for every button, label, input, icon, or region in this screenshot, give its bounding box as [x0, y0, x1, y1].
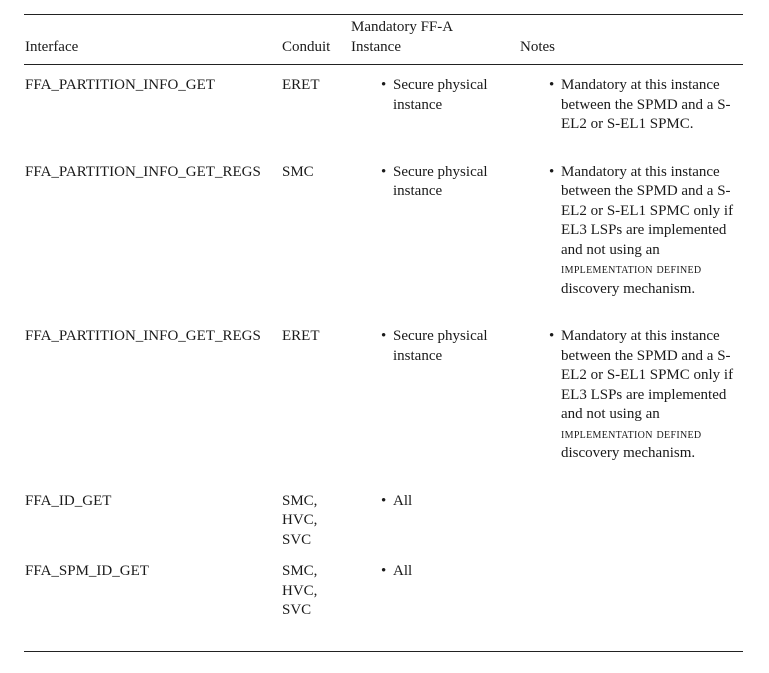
bullet-icon: • — [381, 163, 387, 180]
table-row — [24, 299, 743, 464]
interface-cell: FFA_SPM_ID_GET — [25, 563, 149, 579]
conduit-line: SVC — [282, 531, 312, 548]
notes-cell — [519, 135, 743, 300]
notes-text: Mandatory at this instance between the SPMD and a S-EL2 or S-EL1 SPMC. — [561, 77, 731, 132]
table-row — [24, 464, 743, 551]
notes-smallcaps-term: implementation defined — [561, 426, 702, 442]
instance-cell — [351, 299, 519, 464]
bullet-icon: • — [381, 328, 387, 344]
conduit-cell — [282, 135, 351, 300]
interface-table — [24, 14, 743, 621]
table-row — [24, 135, 743, 300]
conduit-line: SMC, — [282, 563, 318, 579]
instance-bullet-item — [377, 327, 519, 366]
header-interface: Interface — [25, 38, 79, 55]
conduit-line: SMC — [282, 163, 314, 180]
conduit-line: SMC, — [282, 492, 318, 509]
conduit-cell — [282, 299, 351, 464]
notes-smallcaps-term: implementation defined — [561, 262, 702, 277]
conduit-line: ERET — [282, 77, 320, 93]
conduit-line: HVC, — [282, 582, 318, 599]
notes-bullet-item — [545, 163, 743, 300]
header-instance-line2: Instance — [351, 38, 401, 55]
table-body — [24, 15, 743, 64]
interface-cell: FFA_PARTITION_INFO_GET_REGS — [25, 328, 261, 344]
header-conduit: Conduit — [282, 38, 331, 55]
conduit-cell — [282, 65, 351, 135]
notes-text-after: discovery mechanism. — [561, 445, 696, 461]
instance-bullet-item — [377, 163, 519, 202]
header-notes: Notes — [520, 38, 555, 55]
table-bottom-rule — [24, 651, 743, 652]
bullet-icon: • — [549, 77, 555, 93]
table-rows — [24, 65, 743, 621]
bullet-icon: • — [381, 77, 387, 93]
instance-text: All — [393, 563, 413, 579]
notes-bullet-item — [545, 327, 743, 464]
table-row — [24, 65, 743, 135]
header-instance-line1: Mandatory FF-A — [351, 19, 454, 35]
bullet-icon: • — [381, 492, 387, 509]
instance-text: Secure physical instance — [393, 163, 488, 199]
instance-cell — [351, 135, 519, 300]
notes-text-after: discovery mechanism. — [561, 280, 696, 297]
bullet-icon: • — [381, 563, 387, 579]
instance-bullet-item — [377, 492, 519, 512]
bullet-icon: • — [549, 328, 555, 344]
header-row — [24, 15, 743, 64]
instance-text: Secure physical instance — [393, 77, 488, 113]
conduit-line: HVC, — [282, 512, 318, 528]
notes-bullet-item — [545, 76, 743, 135]
header-instance — [351, 15, 519, 64]
notes-cell — [519, 299, 743, 464]
interface-cell: FFA_ID_GET — [25, 492, 112, 509]
table-row — [24, 550, 743, 621]
instance-text: Secure physical instance — [393, 328, 488, 364]
instance-bullet-item — [377, 562, 519, 582]
conduit-line: ERET — [282, 328, 320, 344]
bullet-icon: • — [549, 163, 555, 180]
notes-cell — [519, 550, 743, 621]
interface-cell: FFA_PARTITION_INFO_GET — [25, 77, 215, 93]
conduit-cell — [282, 550, 351, 621]
conduit-cell — [282, 464, 351, 551]
instance-bullet-item — [377, 76, 519, 115]
instance-cell — [351, 65, 519, 135]
instance-cell — [351, 550, 519, 621]
instance-cell — [351, 464, 519, 551]
instance-text: All — [393, 492, 413, 509]
notes-cell — [519, 65, 743, 135]
conduit-line: SVC — [282, 602, 312, 618]
interface-cell: FFA_PARTITION_INFO_GET_REGS — [25, 163, 261, 180]
notes-text: Mandatory at this instance between the SPMD and a S-EL2 or S-EL1 SPMC only if EL3 LSPs are implemented and not using an — [561, 328, 734, 422]
notes-text: Mandatory at this instance between the SPMD and a S-EL2 or S-EL1 SPMC only if EL3 LSPs are implemented and not using an — [561, 163, 734, 258]
notes-cell — [519, 464, 743, 551]
